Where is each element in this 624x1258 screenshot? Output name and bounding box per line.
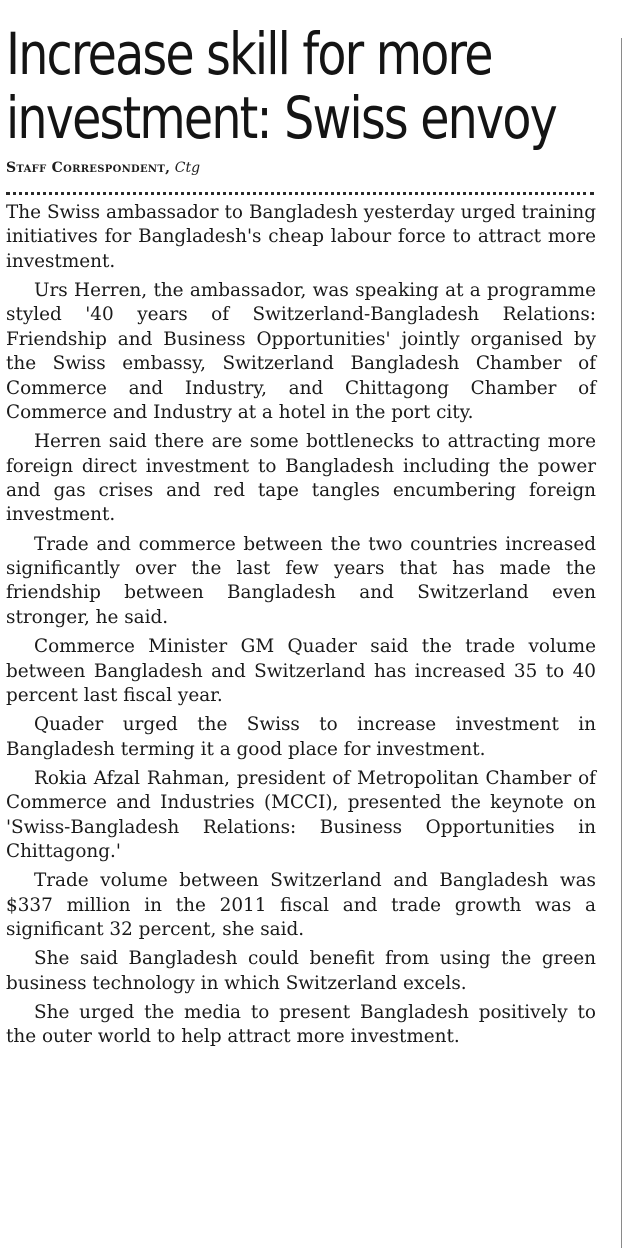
body-paragraph: Urs Herren, the ambassador, was speaking at a programme styled '40 years of Switzerland-Bangladesh Relations: Friendship and Business Opportunities' jointly organised by the Swiss embassy, Switzerland Bangladesh Chamber of Commerce and Industry, and Chittagong Chamber of Commerce and Industry at a hotel in the port city. [6, 280, 596, 424]
article-body [6, 201, 596, 1050]
column-divider [621, 38, 622, 1248]
body-paragraph: She said Bangladesh could benefit from using the green business technology in which Switzerland excels. [6, 948, 596, 994]
body-paragraph: Rokia Afzal Rahman, president of Metropolitan Chamber of Commerce and Industries (MCCI), presented the keynote on 'Swiss-Bangladesh Relations: Business Opportunities in Chittagong.' [6, 767, 596, 862]
body-paragraph: The Swiss ambassador to Bangladesh yesterday urged training initiatives for Bangladesh's cheap labour force to attract more investment. [6, 202, 596, 272]
byline [6, 158, 596, 178]
body-paragraph: Quader urged the Swiss to increase investment in Bangladesh terming it a good place for investment. [6, 714, 596, 760]
body-paragraph: She urged the media to present Bangladesh positively to the outer world to help attract more investment. [6, 1001, 596, 1048]
body-paragraph: Trade volume between Switzerland and Bangladesh was $337 million in the 2011 fiscal and trade growth was a significant 32 percent, she said. [6, 870, 596, 940]
body-paragraph: Herren said there are some bottlenecks to attracting more foreign direct investment to Bangladesh including the power and gas crises and red tape tangles encumbering foreign investment. [6, 431, 596, 526]
body-paragraph: Trade and commerce between the two countries increased significantly over the last few years that has made the friendship between Bangladesh and Switzerland even stronger, he said. [6, 533, 596, 628]
news-article [6, 22, 596, 1054]
article-headline: Increase skill for more investment: Swiss envoy [6, 20, 556, 152]
body-paragraph: Commerce Minister GM Quader said the trade volume between Bangladesh and Switzerland has increased 35 to 40 percent last fiscal year. [6, 636, 596, 706]
byline-location: Ctg [174, 160, 201, 176]
dotted-separator [6, 192, 594, 195]
byline-author: Staff Correspondent, [6, 160, 171, 176]
